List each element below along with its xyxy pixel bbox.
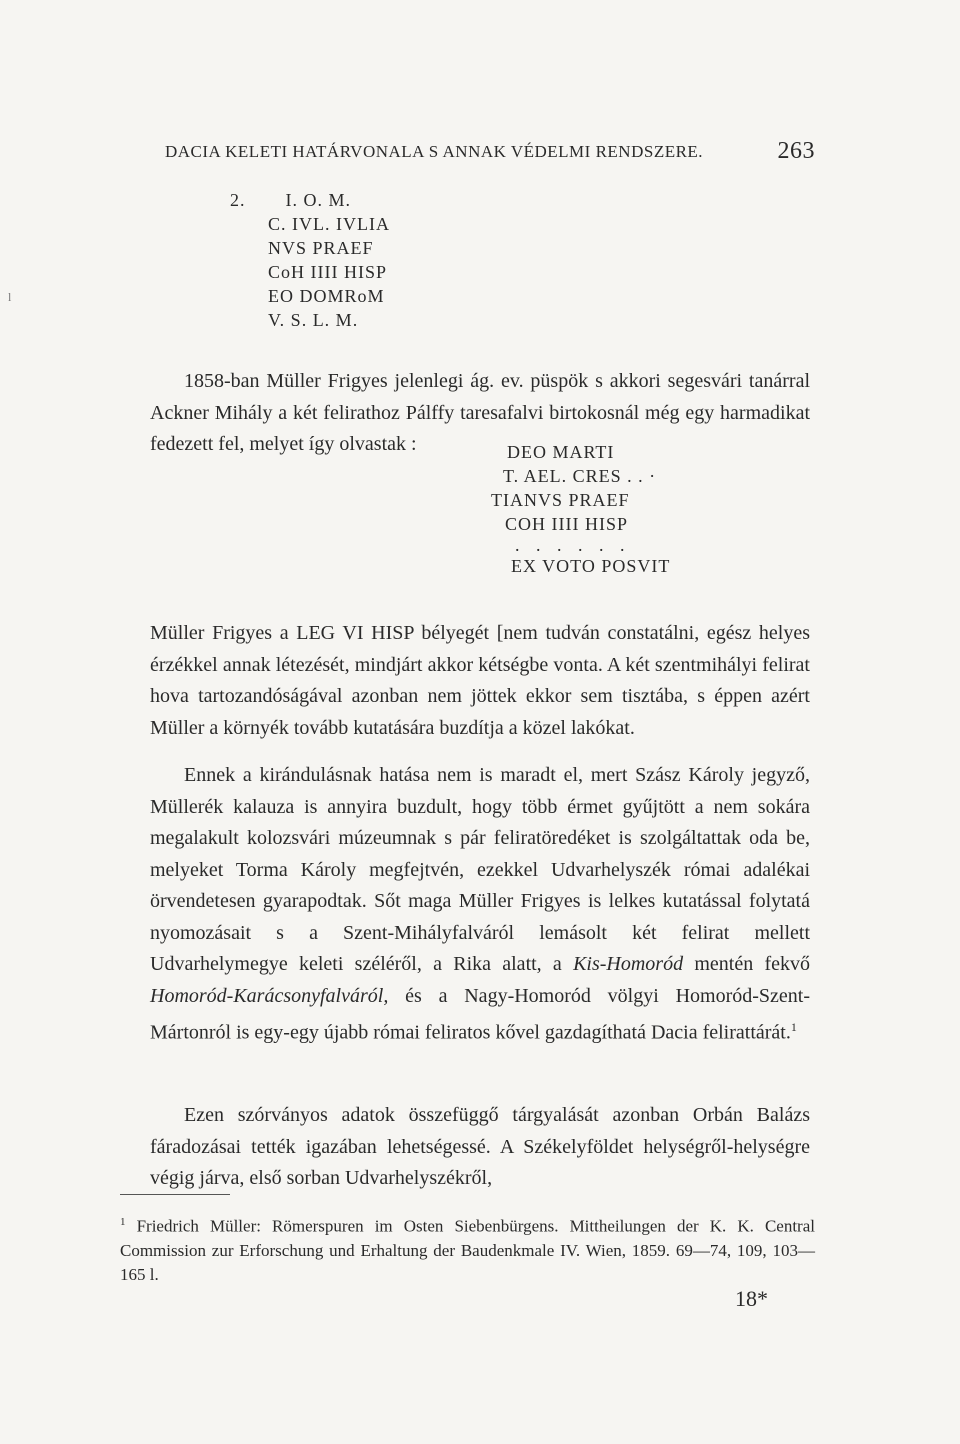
inscription-1	[220, 188, 390, 332]
paragraph-4	[150, 1100, 810, 1195]
text-run: és a Nagy-Homoród völgyi Homoród-Szent-Mártonról is egy-egy újabb római feliratos kővel gazdagíthatá Dacia felirattárát.	[150, 984, 810, 1044]
inscription-line: NVS PRAEF	[268, 238, 374, 258]
footnote-reference[interactable]: 1	[790, 1020, 797, 1034]
inscription-line: DEO MARTI	[507, 442, 615, 462]
inscription-line: TIANVS PRAEF	[491, 490, 630, 510]
running-title: DACIA KELETI HATÁRVONALA S ANNAK VÉDELMI RENDSZERE.	[165, 142, 704, 161]
inscription-line: I. O. M.	[285, 190, 351, 210]
page-number: 263	[777, 138, 815, 164]
paragraph-text: 1858-ban Müller Frigyes jelenlegi ág. ev. püspök s akkori segesvári tanárral Ackner Mihály a két felirathoz Pálffy taresafalvi birtokosnál még egy harmadikat fedezett fel, melyet így olvastak :	[150, 370, 810, 455]
text-run: mentén fekvő	[694, 953, 811, 975]
lacuna-dots: . . . . . .	[515, 535, 631, 555]
margin-mark: l	[8, 290, 12, 304]
paragraph-3	[150, 760, 810, 1049]
inscription-1-first-line	[220, 188, 390, 212]
italic-place-name: Homoród-Karácsonyfalváról,	[150, 984, 389, 1007]
inscription-line: EX VOTO POSVIT	[511, 556, 671, 576]
inscription-line: V. S. L. M.	[268, 310, 359, 330]
paragraph-2	[150, 618, 810, 744]
footnote-text: Friedrich Müller: Römerspuren im Osten Siebenbürgens. Mittheilungen der K. K. Central Commission zur Erforschung und Erhaltung der Baudenkmale IV. Wien, 1859. 69—74, 109, 103—165 l.	[120, 1216, 815, 1284]
text-run: Ennek a kirándulásnak hatása nem is maradt el, mert Szász Károly jegyző, Müllerék kalauza is annyira buzdult, hogy több érmet gyűjtött a nem sokára megalakult kolozsvári múzeumnak s pár feliratöredéket is szolgáltattak oda be, melyeket Torma Károly megfejtvén, ezekkel Udvarhelyszék római adalékai örvendetesen gyarapodtak. Sőt maga Müller Frigyes is lelkes kutatással folytatá nyomozásait s a Szent-Mihályfalváról lemásolt két felirat mellett Udvarhelymegye keleti széléről, a Rika alatt, a	[150, 764, 810, 975]
inscription-2	[465, 440, 670, 578]
signature-mark: 18*	[735, 1286, 768, 1311]
italic-place-name: Kis-Homoród	[573, 953, 684, 975]
inscription-line: T. AEL. CRES . . ·	[503, 466, 657, 486]
footnote-divider	[120, 1194, 230, 1195]
inscription-line: CoH IIII HISP	[268, 262, 387, 282]
footnote	[120, 1210, 815, 1287]
paragraph-text	[150, 760, 810, 1049]
inscription-line: C. IVL. IVLIA	[268, 214, 390, 234]
paragraph-text: Ezen szórványos adatok összefüggő tárgyalását azonban Orbán Balázs fáradozásai tették igazában lehetségessé. A Székelyföldet helységről-helységre végig járva, első sorban Udvarhelyszékről,	[150, 1104, 810, 1189]
inscription-line: EO DOMRoM	[268, 286, 385, 306]
inscription-number: 2.	[230, 190, 246, 210]
footnote-mark: 1	[120, 1216, 126, 1228]
paragraph-text: Müller Frigyes a LEG VI HISP bélyegét [nem tudván constatálni, egész helyes érzékkel annak létezését, mindjárt akkor kétségbe vonta. A két szentmihályi felirat hova tartozandóságával azonban nem jöttek ekkor sem tisztába, s éppen azért Müller a környék tovább kutatására buzdítja a közel lakókat.	[150, 622, 810, 739]
inscription-line: COH IIII HISP	[505, 514, 628, 534]
